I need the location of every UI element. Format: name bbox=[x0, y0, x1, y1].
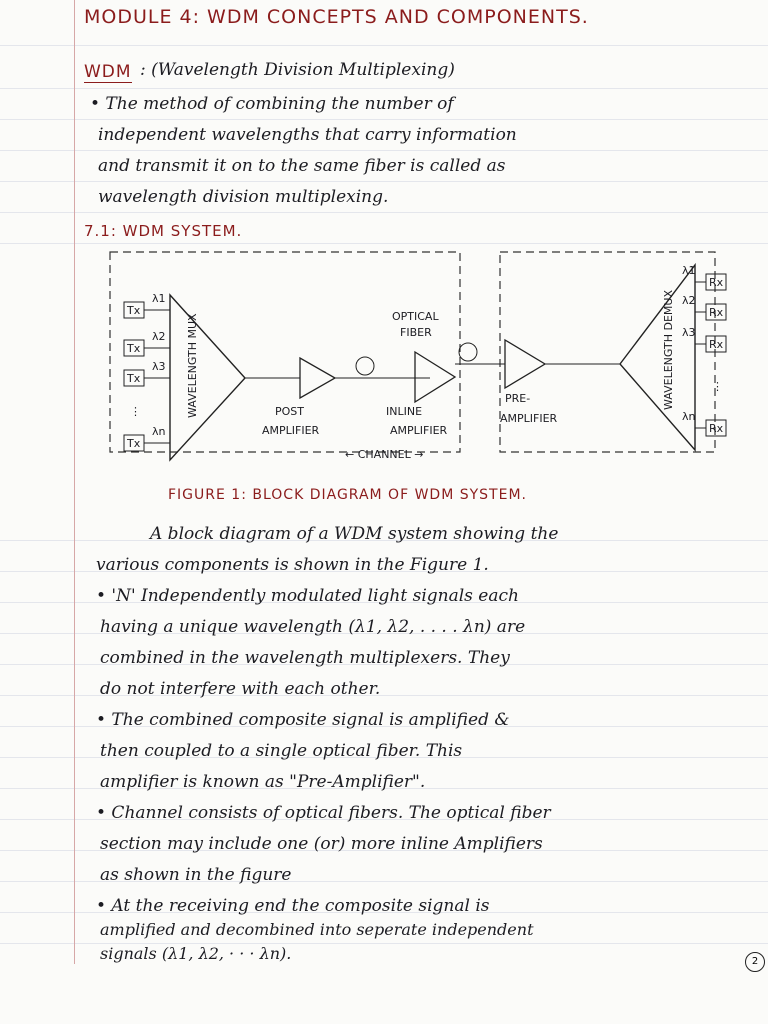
tx-block bbox=[124, 340, 144, 356]
body-line: signals (λ1, λ2, · · · λn). bbox=[100, 944, 292, 963]
transmitter-boundary bbox=[110, 252, 460, 452]
lambda-label: λ2 bbox=[152, 330, 166, 343]
mux-label: WAVELENGTH MUX bbox=[186, 313, 199, 418]
inline-amp-label: AMPLIFIER bbox=[390, 424, 448, 437]
svg-text:Rx: Rx bbox=[709, 422, 724, 435]
svg-text:Rx: Rx bbox=[709, 338, 724, 351]
pre-amplifier-triangle bbox=[505, 340, 545, 388]
rule-line bbox=[0, 212, 768, 213]
svg-text:Rx: Rx bbox=[709, 276, 724, 289]
rx-block bbox=[706, 336, 726, 352]
svg-text:Rx: Rx bbox=[709, 306, 724, 319]
svg-text:Tx: Tx bbox=[127, 437, 141, 450]
lambda-label: λn bbox=[152, 425, 166, 438]
definition-line: wavelength division multiplexing. bbox=[98, 187, 389, 207]
optical-fiber-label: FIBER bbox=[400, 326, 432, 339]
lambda-label: λ3 bbox=[152, 360, 166, 373]
channel-label: ← CHANNEL → bbox=[345, 448, 424, 461]
svg-text:Tx: Tx bbox=[127, 342, 141, 355]
lambda-label: λn bbox=[682, 410, 696, 423]
svg-text:Tx: Tx bbox=[127, 372, 141, 385]
ellipsis: ⋮ bbox=[712, 380, 723, 393]
wdm-term: WDM bbox=[84, 62, 132, 82]
margin-line bbox=[74, 0, 75, 964]
lambda-label: λ2 bbox=[682, 294, 696, 307]
ellipsis: ⋮ bbox=[130, 405, 141, 418]
rule-line bbox=[0, 150, 768, 151]
body-line: • At the receiving end the composite signal is bbox=[96, 896, 490, 916]
lambda-label: λ1 bbox=[682, 264, 696, 277]
post-amp-label: AMPLIFIER bbox=[262, 424, 320, 437]
wdm-block-diagram bbox=[100, 240, 730, 470]
rule-line bbox=[0, 181, 768, 182]
rx-block bbox=[706, 274, 726, 290]
tx-block bbox=[124, 370, 144, 386]
body-line: • Channel consists of optical fibers. The optical fiber bbox=[96, 803, 551, 823]
body-line: amplified and decombined into seperate independent bbox=[100, 920, 534, 939]
body-line: as shown in the figure bbox=[100, 865, 292, 885]
rx-block bbox=[706, 304, 726, 320]
page-heading: MODULE 4: WDM CONCEPTS AND COMPONENTS. bbox=[84, 6, 589, 28]
body-line: various components is shown in the Figure 1. bbox=[96, 555, 489, 575]
body-line: amplifier is known as "Pre-Amplifier". bbox=[100, 772, 426, 792]
body-line: A block diagram of a WDM system showing the bbox=[150, 524, 559, 544]
wdm-expansion: : (Wavelength Division Multiplexing) bbox=[140, 60, 455, 80]
body-line: having a unique wavelength (λ1, λ2, . . . . λn) are bbox=[100, 617, 526, 637]
optical-fiber-label: OPTICAL bbox=[392, 310, 439, 323]
body-line: then coupled to a single optical fiber. This bbox=[100, 741, 463, 761]
svg-text:Tx: Tx bbox=[127, 304, 141, 317]
tx-block bbox=[124, 435, 144, 451]
rule-line bbox=[0, 45, 768, 46]
body-line: combined in the wavelength multiplexers. They bbox=[100, 648, 510, 668]
tx-block bbox=[124, 302, 144, 318]
demux-label: WAVELENGTH DEMUX bbox=[662, 290, 675, 410]
lambda-label: λ1 bbox=[152, 292, 166, 305]
definition-line: independent wavelengths that carry information bbox=[98, 125, 517, 145]
rx-block bbox=[706, 420, 726, 436]
body-line: do not interfere with each other. bbox=[100, 679, 381, 699]
inline-amp-label: INLINE bbox=[386, 405, 423, 418]
mux-triangle bbox=[170, 295, 245, 460]
rule-line bbox=[0, 88, 768, 89]
body-line: • The combined composite signal is amplified & bbox=[96, 710, 510, 730]
page-number: 2 bbox=[745, 952, 765, 972]
rule-line bbox=[0, 119, 768, 120]
post-amplifier-triangle bbox=[300, 358, 335, 398]
pre-amp-label: PRE- bbox=[505, 392, 531, 405]
section-title: 7.1: WDM SYSTEM. bbox=[84, 222, 243, 240]
inline-amplifier-triangle bbox=[415, 352, 455, 402]
figure-caption: FIGURE 1: BLOCK DIAGRAM OF WDM SYSTEM. bbox=[168, 487, 527, 503]
definition-line: • The method of combining the number of bbox=[90, 94, 454, 114]
pre-amp-label: AMPLIFIER bbox=[500, 412, 558, 425]
definition-line: and transmit it on to the same fiber is called as bbox=[98, 156, 506, 176]
fiber-spool bbox=[356, 357, 374, 375]
body-line: section may include one (or) more inline Amplifiers bbox=[100, 834, 543, 854]
post-amp-label: POST bbox=[275, 405, 304, 418]
lambda-label: λ3 bbox=[682, 326, 696, 339]
fiber-spool bbox=[459, 343, 477, 361]
body-line: • 'N' Independently modulated light signals each bbox=[96, 586, 519, 606]
